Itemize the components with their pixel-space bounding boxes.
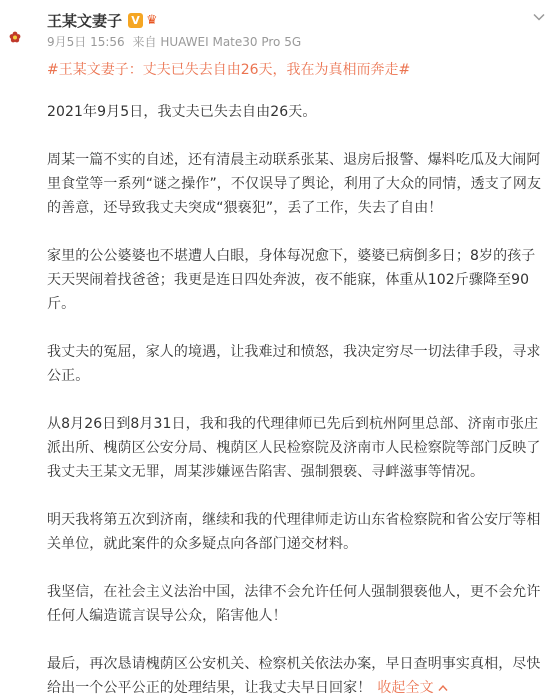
member-crown-icon[interactable]: ♛: [146, 12, 158, 28]
post-header: [47, 8, 548, 51]
paragraph: 周某一篇不实的自述，还有清晨主动联系张某、退房后报警、爆料吃瓜及大闹阿里食堂等一系列“谜之操作”，不仅误导了舆论，利用了大众的同情，透支了网友的善意，还导致我丈夫突成“猥亵犯”，丢了工作，失去了自由！: [47, 152, 542, 216]
paragraph: 明天我将第五次到济南，继续和我的代理律师走访山东省检察院和省公安厅等相关单位，就此案件的众多疑点向各部门递交材料。: [47, 512, 541, 552]
post-meta: [47, 33, 548, 51]
post-content: [47, 100, 547, 700]
paragraph: 从8月26日到8月31日，我和我的代理律师已先后到杭州阿里总部、济南市张庄派出所、槐荫区公安分局、槐荫区人民检察院及济南市人民检察院等部门反映了我丈夫王某文无罪，周某涉嫌诬告陷害、强制猥亵、寻衅滋事等情况。: [47, 416, 541, 480]
topic-link[interactable]: #王某文妻子：丈夫已失去自由26天，我在为真相而奔走#: [47, 62, 411, 78]
chevron-up-icon: [438, 684, 448, 692]
collapse-label: 收起全文: [377, 680, 434, 696]
paragraph-text: 最后，再次恳请槐荫区公安机关、检察机关依法办案，早日查明事实真相，尽快给出一个公平公正的处理结果，让我丈夫早日回家！: [47, 656, 541, 696]
chevron-down-icon[interactable]: [532, 10, 546, 24]
paragraph: 我坚信，在社会主义法治中国，法律不会允许任何人强制猥亵他人，更不会允许任何人编造谎言误导公众，陷害他人！: [47, 584, 541, 624]
paragraph: 我丈夫的冤屈，家人的境遇，让我难过和愤怒，我决定穷尽一切法律手段，寻求公正。: [47, 344, 541, 384]
verified-badge-icon[interactable]: V: [128, 13, 143, 28]
username[interactable]: 王某文妻子: [47, 11, 123, 30]
name-row: [47, 8, 548, 32]
post-source: 来自 HUAWEI Mate30 Pro 5G: [132, 35, 302, 49]
post-time[interactable]: 9月5日 15:56: [47, 35, 125, 49]
paragraph: 2021年9月5日，我丈夫已失去自由26天。: [47, 104, 317, 120]
flower-avatar-icon[interactable]: [6, 28, 24, 46]
paragraph: 家里的公公婆婆也不堪遭人白眼，身体每况愈下，婆婆已病倒多日；8岁的孩子天天哭闹着找爸爸；我更是连日四处奔波，夜不能寐，体重从102斤骤降至90斤。: [47, 248, 536, 312]
collapse-button[interactable]: [377, 680, 447, 696]
last-paragraph: [47, 652, 547, 700]
